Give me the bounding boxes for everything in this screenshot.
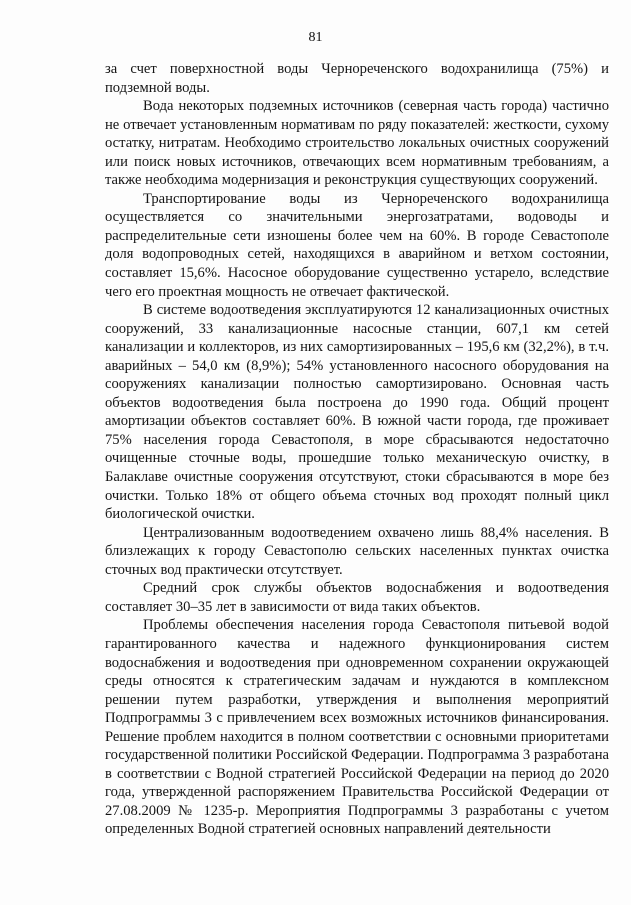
paragraph-groundwater-quality: Вода некоторых подземных источников (северная часть города) частично не отвечает установленным нормативам по ряду показателей: жесткости, сухому остатку, нитратам. Необходимо строительство локальных очистных сооружений или поиск новых источников, отвечающих всем нормативным требованиям, а также необходима модернизация и реконструкция существующих сооружений. bbox=[105, 98, 609, 189]
page-number: 81 bbox=[308, 30, 323, 45]
paragraph-centralized-sewerage: Централизованным водоотведением охвачено лишь 88,4% населения. В близлежащих к городу Севастополю сельских населенных пунктах очистка сточных вод практически отсутствует. bbox=[105, 524, 609, 578]
paragraph-problems-subprogram: Проблемы обеспечения населения города Севастополя питьевой водой гарантированного качества и надежного функционирования систем водоснабжения и водоотведения при одновременном сохранении окружающей среды относятся к стратегическим задачам и нуждаются в комплексном решении путем разработки, утверждения и выполнения мероприятий Подпрограммы 3 с привлечением всех возможных источников финансирования. Решение проблем находится в полном соответствии с основными приоритетами государственной политики Российской Федерации. Подпрограмма 3 разработана в соответствии с Водной стратегией Российской Федерации на период до 2020 года, утвержденной распоряжением Правительства Российской Федерации от 27.08.2009 № 1235-р. Мероприятия Подпрограммы 3 разработаны с учетом определенных Водной стратегией основных направлений деятельности bbox=[105, 617, 609, 838]
paragraph-service-life: Средний срок службы объектов водоснабжения и водоотведения составляет 30–35 лет в зависимости от вида таких объектов. bbox=[105, 580, 609, 615]
paragraph-continuation: за счет поверхностной воды Чернореченского водохранилища (75%) и подземной воды. bbox=[105, 61, 609, 96]
paragraph-water-transport: Транспортирование воды из Чернореченского водохранилища осуществляется со значительными энергозатратами, водоводы и распределительные сети изношены более чем на 60%. В городе Севастополе доля водопроводных сетей, находящихся в аварийном и ветхом состоянии, составляет 15,6%. Насосное оборудование существенно устарело, вследствие чего его проектная мощность не отвечает фактической. bbox=[105, 190, 609, 300]
body-text bbox=[105, 60, 609, 839]
paragraph-sewerage-system: В системе водоотведения эксплуатируются 12 канализационных очистных сооружений, 33 канализационные насосные станции, 607,1 км сетей канализации и коллекторов, из них самортизированных – 195,6 км (32,2%), в т.ч. аварийных – 54,0 км (8,9%); 54% установленного насосного оборудования на сооружениях канализации полностью самортизировано. Основная часть объектов водоотведения была построена до 1990 года. Общий процент амортизации объектов составляет 60%. В южной части города, где проживает 75% населения города Севастополя, в море сбрасываются недостаточно очищенные сточные воды, прошедшие только механическую очистку, в Балаклаве очистные сооружения отсутствуют, стоки сбрасываются в море без очистки. Только 18% от общего объема сточных вод проходят полный цикл биологической очистки. bbox=[105, 302, 609, 523]
